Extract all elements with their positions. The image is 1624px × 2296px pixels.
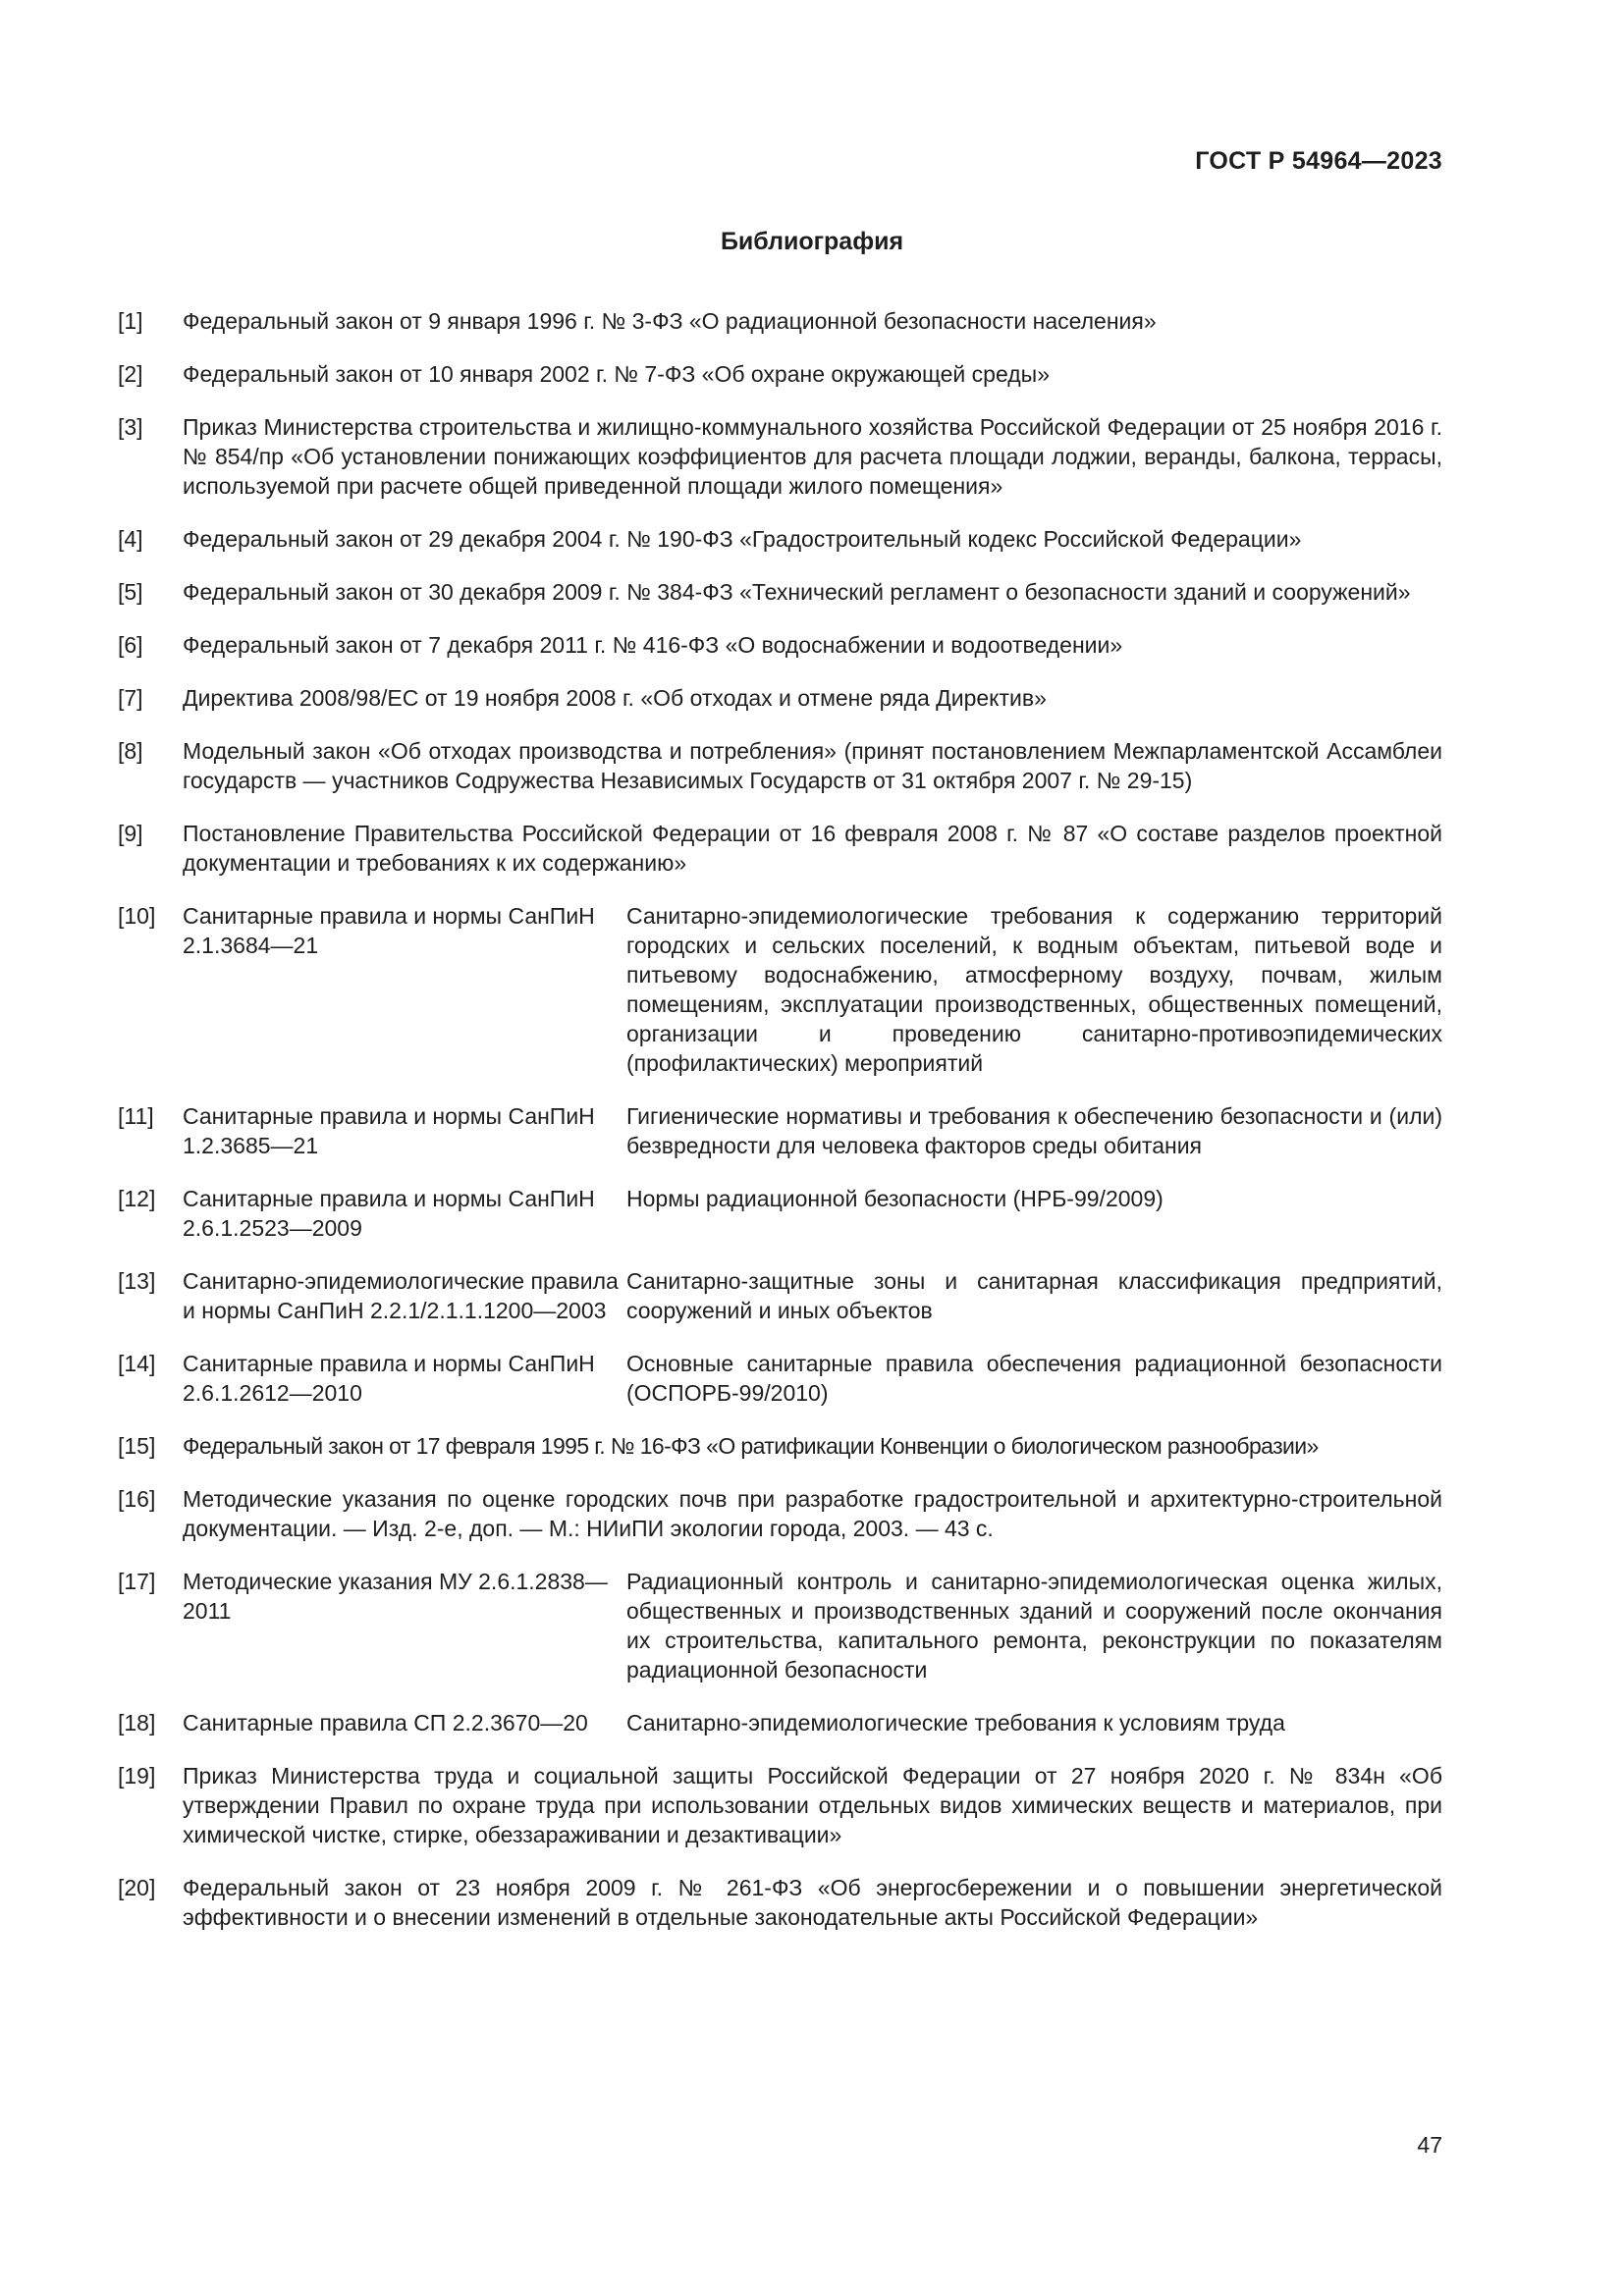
entry-number: [8] — [118, 738, 143, 764]
bibliography-entry — [118, 1101, 1442, 1160]
entry-text: Федеральный закон от 7 декабря 2011 г. № 416-ФЗ «О водоснабжении и водоотведении» — [183, 632, 1123, 658]
entry-document-type: Санитарные правила и нормы СанПиН 2.6.1.2523—2009 — [183, 1186, 595, 1241]
entry-document-type: Санитарные правила и нормы СанПиН 2.1.3684—21 — [183, 903, 595, 958]
bibliography-entry — [118, 306, 1442, 336]
bibliography-entry — [118, 524, 1442, 554]
page-title: Библиография — [720, 228, 904, 255]
entry-columns — [183, 1101, 1442, 1160]
entry-text: Федеральный закон от 17 февраля 1995 г. № 16-ФЗ «О ратификации Конвенции о биологическом разнообразии» — [183, 1433, 1319, 1459]
bibliography-entry — [118, 1761, 1442, 1849]
bibliography-entry — [118, 359, 1442, 389]
entry-number: [19] — [118, 1763, 156, 1789]
entry-document-type: Санитарные правила СП 2.2.3670—20 — [183, 1710, 588, 1735]
entry-number: [14] — [118, 1351, 156, 1376]
entry-document-type: Санитарные правила и нормы СанПиН 1.2.3685—21 — [183, 1103, 595, 1158]
entry-number: [10] — [118, 903, 156, 929]
entry-text: Федеральный закон от 30 декабря 2009 г. № 384-ФЗ «Технический регламент о безопасности зданий и сооружений» — [183, 579, 1411, 605]
entry-document-title: Санитарно-эпидемиологические требования к условиям труда — [626, 1710, 1285, 1735]
page-number: 47 — [1417, 2132, 1442, 2158]
bibliography-entry — [118, 683, 1442, 713]
bibliography-entry — [118, 412, 1442, 501]
entry-number: [1] — [118, 308, 143, 334]
bibliography-list — [118, 306, 1442, 1932]
entry-number: [12] — [118, 1186, 156, 1211]
entry-text: Директива 2008/98/ЕС от 19 ноября 2008 г. «Об отходах и отмене ряда Директив» — [183, 685, 1047, 711]
entry-number: [6] — [118, 632, 143, 658]
entry-text: Методические указания по оценке городских почв при разработке градостроительной и архитектурно-строительной документации. — Изд. 2-е, доп. — М.: НИиПИ экологии города, 2003. — 43 с. — [183, 1486, 1442, 1541]
bibliography-entry — [118, 1431, 1442, 1461]
bibliography-entry — [118, 901, 1442, 1078]
entry-number: [15] — [118, 1433, 156, 1459]
entry-columns — [183, 901, 1442, 1078]
entry-number: [16] — [118, 1486, 156, 1512]
entry-number: [18] — [118, 1710, 156, 1735]
entry-document-type: Санитарные правила и нормы СанПиН 2.6.1.2612—2010 — [183, 1351, 595, 1406]
entry-number: [13] — [118, 1268, 156, 1294]
entry-text: Постановление Правительства Российской Федерации от 16 февраля 2008 г. № 87 «О составе разделов проектной документации и требованиях к их содержанию» — [183, 821, 1442, 876]
entry-number: [17] — [118, 1569, 156, 1594]
entry-number: [5] — [118, 579, 143, 605]
entry-number: [3] — [118, 414, 143, 440]
entry-number: [4] — [118, 526, 143, 552]
entry-document-title: Нормы радиационной безопасности (НРБ-99/2009) — [626, 1186, 1164, 1211]
bibliography-entry — [118, 819, 1442, 878]
entry-number: [20] — [118, 1875, 156, 1900]
bibliography-entry — [118, 630, 1442, 660]
entry-number: [11] — [118, 1103, 154, 1129]
bibliography-entry — [118, 1708, 1442, 1737]
entry-text: Федеральный закон от 10 января 2002 г. № 7-ФЗ «Об охране окружающей среды» — [183, 361, 1050, 387]
entry-text: Приказ Министерства труда и социальной защиты Российской Федерации от 27 ноября 2020 г. № 834н «Об утверждении Правил по охране труда при использовании отдельных видов химических веществ и материалов, при химической чистке, стирке, обеззараживании и дезактивации» — [183, 1763, 1442, 1847]
entry-document-title: Радиационный контроль и санитарно-эпидемиологическая оценка жилых, общественных и производственных зданий и сооружений после окончания их строительства, капитального ремонта, реконструкции по показателям радиационной безопасности — [626, 1569, 1442, 1682]
entry-columns — [183, 1266, 1442, 1325]
entry-number: [9] — [118, 821, 143, 846]
entry-text: Федеральный закон от 23 ноября 2009 г. № 261-ФЗ «Об энергосбережении и о повышении энергетической эффективности и о внесении изменений в отдельные законодательные акты Российской Федерации» — [183, 1875, 1442, 1930]
entry-document-title: Санитарно-эпидемиологические требования к содержанию территорий городских и сельских поселений, к водным объектам, питьевой воде и питьевому водоснабжению, атмосферному воздуху, почвам, жилым помещениям, эксплуатации производственных, общественных помещений, организации и проведению санитарно-противоэпидемических (профилактических) мероприятий — [626, 903, 1442, 1076]
bibliography-entry — [118, 1567, 1442, 1684]
bibliography-entry — [118, 736, 1442, 795]
entry-document-title: Гигиенические нормативы и требования к обеспечению безопасности и (или) безвредности для человека факторов среды обитания — [626, 1103, 1442, 1158]
entry-columns — [183, 1184, 1442, 1243]
standard-header: ГОСТ Р 54964—2023 — [1195, 147, 1442, 175]
entry-document-title: Санитарно-защитные зоны и санитарная классификация предприятий, сооружений и иных объектов — [626, 1268, 1442, 1323]
entry-text: Модельный закон «Об отходах производства и потребления» (принят постановлением Межпарламентской Ассамблеи государств — участников Содружества Независимых Государств от 31 октября 2007 г. № 29-15) — [183, 738, 1442, 793]
entry-document-type: Санитарно-эпидемиологические правила и нормы СанПиН 2.2.1/2.1.1.1200—2003 — [183, 1268, 619, 1323]
entry-number: [7] — [118, 685, 143, 711]
entry-document-type: Методические указания МУ 2.6.1.2838—2011 — [183, 1569, 608, 1624]
entry-columns — [183, 1708, 1442, 1737]
entry-text: Приказ Министерства строительства и жилищно-коммунального хозяйства Российской Федерации от 25 ноября 2016 г. № 854/пр «Об установлении понижающих коэффициентов для расчета площади лоджии, веранды, балкона, террасы, используемой при расчете общей приведенной площади жилого помещения» — [183, 414, 1442, 499]
entry-document-title: Основные санитарные правила обеспечения радиационной безопасности (ОСПОРБ-99/2010) — [626, 1351, 1442, 1406]
bibliography-entry — [118, 1184, 1442, 1243]
entry-columns — [183, 1567, 1442, 1684]
bibliography-entry — [118, 1266, 1442, 1325]
entry-text: Федеральный закон от 29 декабря 2004 г. № 190-ФЗ «Градостроительный кодекс Российской Федерации» — [183, 526, 1302, 552]
bibliography-entry — [118, 1349, 1442, 1408]
entry-number: [2] — [118, 361, 143, 387]
bibliography-entry — [118, 1873, 1442, 1932]
bibliography-entry — [118, 577, 1442, 607]
bibliography-entry — [118, 1484, 1442, 1543]
entry-columns — [183, 1349, 1442, 1408]
entry-text: Федеральный закон от 9 января 1996 г. № 3-ФЗ «О радиационной безопасности населения» — [183, 308, 1157, 334]
